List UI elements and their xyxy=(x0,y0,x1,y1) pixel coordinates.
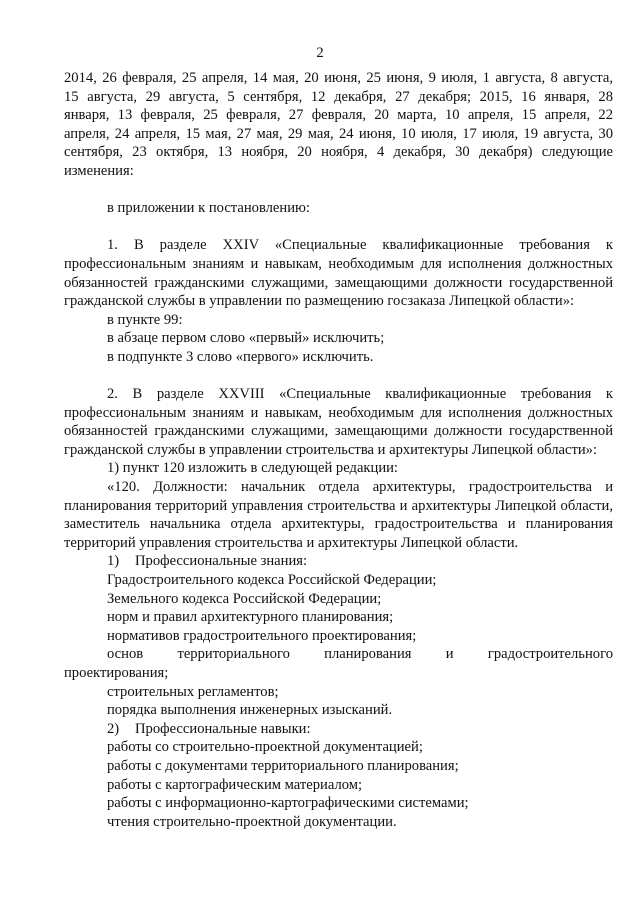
knowledge-item-wrapped-rest: проектирования; xyxy=(64,665,169,681)
skills-item: работы с картографическим материалом; xyxy=(107,776,363,793)
skills-number: 2) xyxy=(107,720,120,737)
knowledge-item: Земельного кодекса Российской Федерации; xyxy=(107,590,382,607)
skills-heading xyxy=(64,720,613,739)
intro-line: сентября, 23 октября, 13 ноября, 20 ноября, 4 декабря, 30 декабря) следующие xyxy=(64,144,613,161)
intro-line: апреля, 24 апреля, 15 мая, 27 мая, 29 мая, 24 июня, 10 июля, 17 июля, 19 августа, 30 xyxy=(64,125,613,142)
skills-item: чтения строительно-проектной документации. xyxy=(107,813,397,830)
knowledge-item: Градостроительного кодекса Российской Федерации; xyxy=(107,572,437,589)
knowledge-item: строительных регламентов; xyxy=(107,683,279,700)
intro-line: 15 августа, 29 августа, 5 сентября, 12 декабря, 27 декабря; 2015, 16 января, 28 xyxy=(64,88,613,105)
knowledge-heading xyxy=(64,552,613,571)
section-1-item: в абзаце первом слово «первый» исключить; xyxy=(107,330,385,347)
knowledge-number: 1) xyxy=(107,553,120,570)
skills-item: работы с документами территориального планирования; xyxy=(107,757,459,774)
page-number: 2 xyxy=(316,45,324,61)
knowledge-item: порядка выполнения инженерных изысканий. xyxy=(107,702,393,719)
section-2-point: 1) пункт 120 изложить в следующей редакции: xyxy=(107,460,398,477)
knowledge-title: Профессиональные знания: xyxy=(135,553,308,570)
knowledge-item: норм и правил архитектурного планирования; xyxy=(107,609,394,626)
section-2-text: 2. В разделе XXVIII «Специальные квалификационные требования к профессиональным знаниям и навыкам, необходимым для исполнения должностных обязанностей гражданскими служащими, замещающими должности государственной гражданской службы в управлении строительства и архитектуры Липецкой области»: xyxy=(64,386,613,458)
section-1-item: в пункте 99: xyxy=(107,311,183,328)
skills-title: Профессиональные навыки: xyxy=(135,720,311,737)
knowledge-item-wrapped: основ территориального планирования и градостроительного xyxy=(107,646,613,663)
intro-line: января, 13 февраля, 25 февраля, 27 февраля, 20 марта, 10 апреля, 15 апреля, 22 xyxy=(64,107,613,124)
skills-item: работы со строительно-проектной документацией; xyxy=(107,739,423,756)
intro-last-line: изменения: xyxy=(64,162,134,179)
knowledge-item: нормативов градостроительного проектирования; xyxy=(107,627,417,644)
appendix-heading: в приложении к постановлению: xyxy=(107,200,310,217)
section-1-text: 1. В разделе XXIV «Специальные квалификационные требования к профессиональным знаниям и навыкам, необходимым для исполнения должностных обязанностей гражданскими служащими, замещающими должности государственной гражданской службы в управлении по размещению госзаказа Липецкой области»: xyxy=(64,237,613,310)
section-1-item: в подпункте 3 слово «первого» исключить. xyxy=(107,348,374,365)
section-2-quote: «120. Должности: начальник отдела архитектуры, градостроительства и планирования территорий управления строительства и архитектуры Липецкой области, заместитель начальника отдела архитектуры, градостроительства и планирования территорий управления строительства и архитектуры Липецкой области. xyxy=(64,479,613,551)
document-body xyxy=(64,69,613,831)
skills-item: работы с информационно-картографическими системами; xyxy=(107,795,469,812)
intro-line: 2014, 26 февраля, 25 апреля, 14 мая, 20 июня, 25 июня, 9 июля, 1 августа, 8 августа, xyxy=(64,70,613,86)
